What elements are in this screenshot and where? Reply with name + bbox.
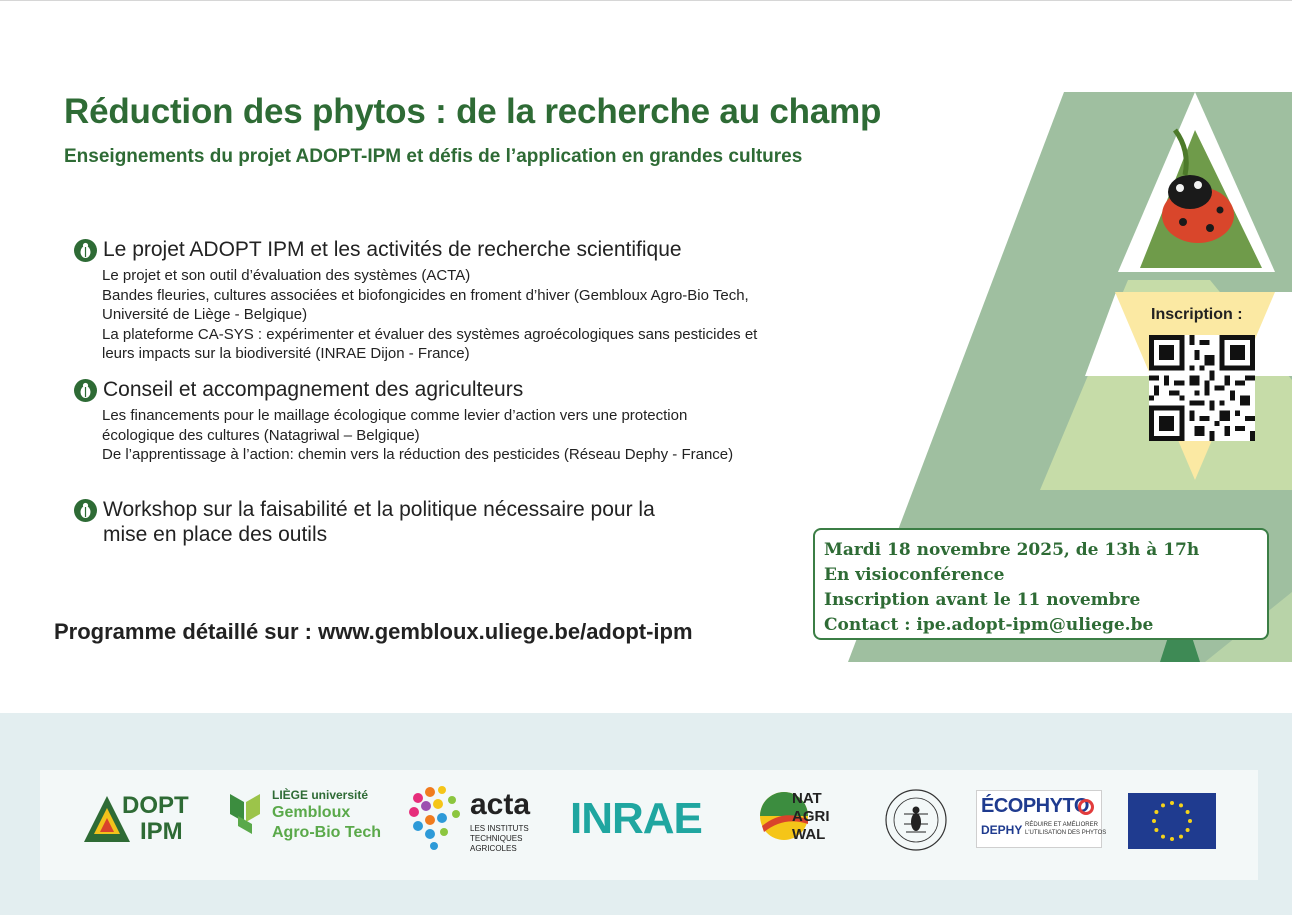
acta-text: acta (470, 788, 531, 821)
eu-star-icon (1161, 835, 1165, 839)
program-link-text: Programme détaillé sur : www.gembloux.uliege.be/adopt-ipm (54, 619, 693, 644)
eu-star-icon (1186, 810, 1190, 814)
adopt-ipm-logo (82, 792, 202, 852)
acta-sub-3: AGRICOLES (470, 844, 517, 853)
acta-sub-1: LES INSTITUTS (470, 824, 529, 833)
section-advice (74, 377, 733, 465)
section-item: Bandes fleuries, cultures associées et biofongicides en froment d’hiver (Gembloux Agro-Bio Tech, (102, 286, 749, 304)
gembloux-text: Gembloux (272, 804, 351, 821)
section-item: leurs impacts sur la biodiversité (INRAE Dijon - France) (102, 345, 470, 362)
ladybug-bullet-icon (74, 239, 97, 262)
section-research (74, 237, 757, 364)
inrae-logo (570, 794, 720, 844)
eu-star-icon (1179, 803, 1183, 807)
section-title: Le projet ADOPT IPM et les activités de recherche scientifique (103, 238, 682, 261)
acta-sub-2: TECHNIQUES (470, 834, 523, 843)
section-item: La plateforme CA-SYS : expérimenter et évaluer des systèmes agroécologiques sans pesticides et (102, 325, 758, 343)
adopt-text: DOPT (122, 792, 189, 819)
section-workshop (74, 497, 655, 547)
section-item: Les financements pour le maillage écologique comme levier d’action vers une protection (102, 407, 688, 424)
section-item: écologique des cultures (Natagriwal – Belgique) (102, 426, 420, 444)
ecophyto-ring-icon (1077, 798, 1095, 816)
dephy-text: DEPHY (981, 823, 1023, 837)
ladybug-bullet-icon (74, 379, 97, 402)
eu-star-icon (1161, 803, 1165, 807)
inrae-text: INRAE (570, 794, 702, 843)
functional-entomology-seal-logo (882, 782, 950, 858)
page-subtitle: Enseignements du projet ADOPT-IPM et défis de l’application en grandes cultures (64, 146, 803, 167)
liege-text: LIÈGE université (272, 788, 369, 802)
liege-gembloux-logo (230, 788, 400, 854)
section-title-line: mise en place des outils (103, 523, 328, 546)
page-title: Réduction des phytos : de la recherche au champ (64, 92, 882, 131)
agro-bio-tech-text: Agro-Bio Tech (272, 824, 382, 841)
section-title: Conseil et accompagnement des agriculteurs (103, 378, 524, 401)
event-info-box (813, 528, 1269, 640)
event-format: En visioconférence (824, 565, 1005, 585)
eu-star-icon (1170, 837, 1174, 841)
ecophyto-tagline-1: RÉDUIRE ET AMÉLIORER (1025, 822, 1098, 828)
section-title-line: Workshop sur la faisabilité et la politique nécessaire pour la (103, 498, 655, 521)
ipm-text: IPM (140, 818, 183, 845)
natagriwal-text-2: AGRI (792, 808, 830, 825)
acta-logo (408, 784, 538, 854)
eu-star-icon (1186, 828, 1190, 832)
ecophyto-tagline-2: L'UTILISATION DES PHYTOS (1025, 830, 1107, 836)
eu-star-icon (1152, 819, 1156, 823)
qr-code-icon[interactable] (1149, 335, 1255, 441)
section-item: Le projet et son outil d’évaluation des systèmes (ACTA) (102, 267, 471, 284)
eu-star-icon (1170, 801, 1174, 805)
eu-star-icon (1179, 835, 1183, 839)
ladybug-bullet-icon (74, 499, 97, 522)
partner-logos-strip (40, 770, 1258, 880)
ecophyto-text: ÉCOPHYTO (981, 795, 1089, 817)
eu-star-icon (1188, 819, 1192, 823)
eu-star-icon (1154, 810, 1158, 814)
inscription-label: Inscription : (1151, 306, 1243, 323)
section-item: Université de Liège - Belgique) (102, 306, 308, 323)
ecophyto-logo (976, 790, 1107, 848)
natagriwal-text-1: NAT (792, 790, 822, 807)
natagriwal-text-3: WAL (792, 826, 826, 843)
natagriwal-logo (758, 784, 840, 854)
section-title (103, 497, 655, 547)
section-item: De l’apprentissage à l’action: chemin vers la réduction des pesticides (Réseau Dephy - France) (102, 446, 734, 463)
event-date: Mardi 18 novembre 2025, de 13h à 17h (824, 540, 1200, 560)
eu-star-icon (1154, 828, 1158, 832)
eu-flag-logo (1128, 793, 1216, 849)
event-contact: Contact : ipe.adopt-ipm@uliege.be (824, 615, 1154, 635)
event-deadline: Inscription avant le 11 novembre (824, 590, 1141, 610)
